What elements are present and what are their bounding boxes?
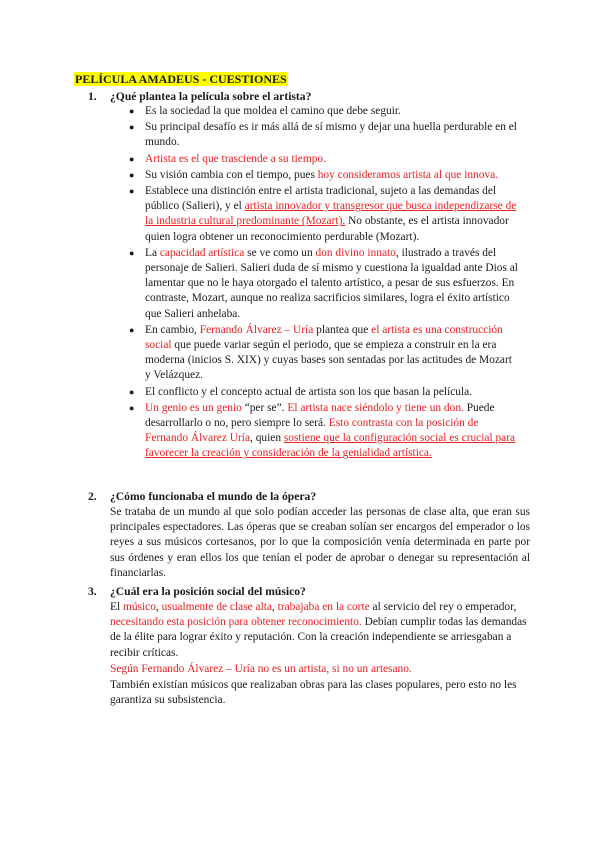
question-2-text: ¿Cómo funcionaba el mundo de la ópera? — [110, 490, 317, 503]
text-run: El conflicto y el concepto actual de artista son los que basan la película. — [145, 385, 473, 398]
bullet-item — [110, 104, 520, 119]
question-3-heading — [88, 584, 306, 599]
bullet-icon: ● — [129, 153, 135, 164]
question-1-number: 1. — [88, 90, 97, 103]
question-3-answer-paragraph-3: También existían músicos que realizaban obras para las clases populares, pero esto no les garantiza su subsistencia. — [110, 679, 517, 707]
text-run: , — [155, 601, 162, 613]
text-run: , ilustrado a través del personaje de Salieri. Salieri duda de sí mismo y cuestiona la igualdad ante Dios al lamentar que no le haya otorgado el talento artístico, a pesar de sus esfuerzos. En contraste, Mozart, aunque no realiza sacrificios similares, logra el éxito artístico que Salieri anhelaba. — [145, 246, 518, 320]
text-run: “per se”. — [241, 401, 288, 414]
bullet-icon: ● — [129, 386, 135, 397]
question-2-heading — [88, 489, 316, 504]
highlighted-text: el artista es una construcción social — [145, 323, 503, 352]
bullet-icon: ● — [129, 106, 135, 116]
text-run: se ve como un — [244, 246, 316, 259]
question-1-text: ¿Qué plantea la película sobre el artista? — [110, 90, 312, 103]
bullet-icon: ● — [129, 402, 135, 413]
document-title: PELÍCULA AMADEUS - CUESTIONES — [75, 72, 287, 86]
bullet-icon: ● — [129, 169, 135, 180]
question-2-number: 2. — [88, 490, 97, 503]
text-run: No obstante, es el artista innovador quien logra obtener un reconocimiento perdurable (Mozart). — [145, 215, 509, 243]
highlighted-text: Fernando Álvarez – Uría — [199, 323, 314, 336]
bullet-item — [110, 120, 520, 150]
question-3-number: 3. — [88, 585, 97, 598]
bullet-icon: ● — [129, 122, 135, 133]
highlighted-text: El artista nace siéndolo y tiene un don. — [287, 401, 464, 414]
question-3-text: ¿Cuál era la posición social del músico? — [110, 585, 306, 598]
text-run: Es la sociedad la que moldea el camino que debe seguir. — [145, 105, 401, 117]
bullet-item — [110, 385, 520, 400]
question-2-answer: Se trataba de un mundo al que solo podían acceder las personas de clase alta, que eran sus principales espectadores. Las óperas que se creaban solían ser encargos del emperador o los reyes a sus músicos cortesanos, por lo que la composición venía determinada en parte por sus órdenes y eran ellos los que tenían el poder de aprobar o denegar su representación al financiarlas. — [110, 506, 530, 579]
highlighted-text: usualmente de clase alta — [161, 601, 272, 613]
highlighted-text: necesitando esta posición para obtener reconocimiento. — [110, 616, 362, 629]
highlighted-text: Un genio es un genio — [145, 401, 242, 414]
text-run: que puede variar según el periodo, que se empieza a construir en la era moderna (inicios S. XIX) y cuyas bases son sentadas por las actitudes de Mozart y Velázquez. — [145, 339, 512, 382]
text-run: , quien — [250, 432, 284, 445]
bullet-item — [110, 323, 520, 384]
highlighted-text: hoy consideramos artista al que innova. — [317, 168, 499, 181]
text-run: Establece una distinción entre el artista tradicional, sujeto a las demandas del público (Salieri), y el — [145, 185, 497, 213]
text-run: La — [145, 246, 160, 259]
highlighted-text: músico — [122, 601, 156, 613]
highlighted-text: Esto contrasta con la posición de Fernando Álvarez Uría — [145, 417, 479, 445]
text-run: , — [271, 601, 278, 613]
text-run: El — [110, 601, 123, 613]
text-run: Debían cumplir todas las demandas de la élite para lograr éxito y reputación. Con la creación independiente se arriesgaban a recibir críticas. — [110, 616, 527, 659]
question-3-answer-paragraph-1 — [110, 600, 530, 661]
question-1-bullet-list — [110, 104, 520, 463]
text-run: Puede desarrollarlo o no, pero siempre lo será. — [145, 401, 495, 430]
highlighted-text: sostiene que la configuración social es crucial para favorecer la creación y consideración de la genialidad artística. — [145, 432, 516, 460]
question-3-answer-paragraph-2: Según Fernando Álvarez – Uría no es un artista, si no un artesano. — [110, 663, 412, 675]
text-run: plantea que — [313, 323, 372, 336]
text-run: Su visión cambia con el tiempo, pues — [145, 168, 318, 181]
highlighted-text: capacidad artística — [159, 246, 245, 259]
text-run: al servicio del rey o emperador, — [369, 601, 517, 613]
bullet-item — [110, 152, 520, 167]
bullet-icon: ● — [129, 186, 135, 197]
question-1-heading — [88, 89, 311, 104]
bullet-item — [110, 401, 520, 462]
text-run: En cambio, — [145, 323, 200, 336]
highlighted-text: Artista es el que trasciende a su tiempo. — [145, 152, 326, 165]
highlighted-text: trabajaba en la corte — [277, 601, 370, 613]
bullet-item — [110, 184, 520, 245]
bullet-item — [110, 168, 520, 183]
bullet-icon: ● — [129, 324, 135, 335]
bullet-item — [110, 246, 520, 322]
bullet-icon: ● — [129, 247, 135, 258]
highlighted-text: artista innovador y transgresor que busca independizarse de la industria cultural predominante (Mozart). — [145, 200, 517, 228]
text-run: Su principal desafío es ir más allá de sí mismo y dejar una huella perdurable en el mundo. — [145, 121, 517, 149]
highlighted-text: don divino innato — [315, 246, 396, 259]
